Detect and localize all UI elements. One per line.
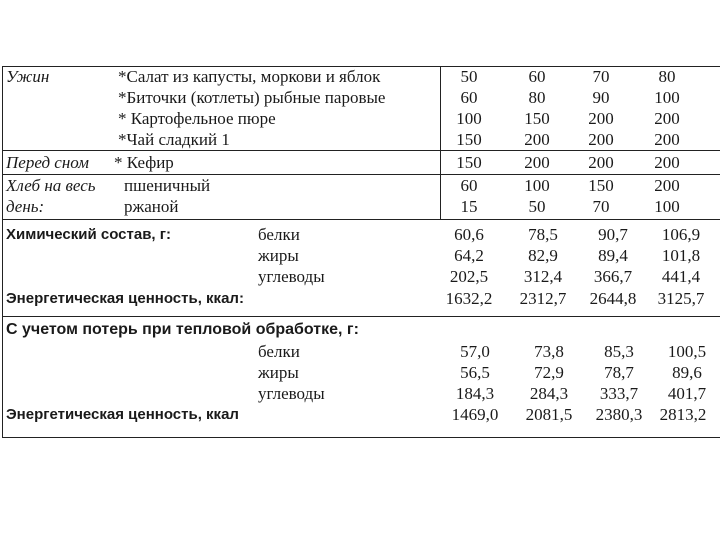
- menu-item-value: 60: [460, 176, 478, 195]
- before-sleep-label: Перед сном: [6, 153, 89, 172]
- energy-label: Энергетическая ценность, ккал: [6, 406, 239, 423]
- nutrient-value: 100,5: [667, 342, 707, 361]
- nutrient-value: 401,7: [667, 384, 707, 403]
- menu-item-value: 100: [456, 109, 482, 128]
- menu-item-value: 100: [524, 176, 550, 195]
- nutrient-value: 64,2: [454, 246, 484, 265]
- energy-value: 2813,2: [659, 405, 707, 424]
- menu-item-name: * Картофельное пюре: [118, 109, 276, 128]
- menu-item-value: 70: [592, 197, 610, 216]
- menu-item-value: 150: [588, 176, 614, 195]
- nutrient-value: 184,3: [455, 384, 495, 403]
- row-divider: [2, 150, 720, 151]
- menu-item-value: 70: [592, 67, 610, 86]
- nutrient-name: белки: [258, 342, 300, 361]
- energy-value: 2312,7: [519, 289, 567, 308]
- energy-value: 2380,3: [595, 405, 643, 424]
- menu-item-name: *Чай сладкий 1: [118, 130, 230, 149]
- menu-item-name: пшеничный: [124, 176, 211, 195]
- nutrient-value: 85,3: [604, 342, 634, 361]
- nutrient-value: 333,7: [599, 384, 639, 403]
- chemical-title: Химический состав, г:: [6, 226, 171, 243]
- nutrient-value: 60,6: [454, 225, 484, 244]
- nutrient-name: белки: [258, 225, 300, 244]
- dinner-label: Ужин: [6, 67, 50, 86]
- energy-value: 1632,2: [445, 289, 493, 308]
- menu-item-value: 80: [528, 88, 546, 107]
- menu-item-value: 60: [460, 88, 478, 107]
- nutrient-value: 366,7: [593, 267, 633, 286]
- menu-item-value: 150: [456, 130, 482, 149]
- after-loss-title: С учетом потерь при тепловой обработке, г:: [6, 321, 359, 338]
- menu-item-value: 100: [654, 197, 680, 216]
- nutrient-value: 78,5: [528, 225, 558, 244]
- menu-item-value: 90: [592, 88, 610, 107]
- energy-value: 3125,7: [657, 289, 705, 308]
- menu-item-value: 150: [524, 109, 550, 128]
- bread-label: день:: [6, 197, 45, 216]
- menu-item-value: 200: [654, 153, 680, 172]
- row-divider: [2, 219, 720, 220]
- energy-label: Энергетическая ценность, ккал:: [6, 290, 244, 307]
- menu-item-value: 200: [588, 130, 614, 149]
- menu-item-value: 200: [524, 130, 550, 149]
- row-divider: [2, 174, 720, 175]
- menu-item-value: 200: [654, 176, 680, 195]
- nutrient-value: 106,9: [661, 225, 701, 244]
- menu-item-value: 50: [528, 197, 546, 216]
- menu-item-name: *Салат из капусты, моркови и яблок: [118, 67, 381, 86]
- energy-value: 1469,0: [451, 405, 499, 424]
- energy-value: 2644,8: [589, 289, 637, 308]
- table-bottom-border: [2, 437, 720, 438]
- menu-item-value: 50: [460, 67, 478, 86]
- nutrient-value: 72,9: [534, 363, 564, 382]
- menu-item-name: ржаной: [124, 197, 179, 216]
- nutrient-value: 312,4: [523, 267, 563, 286]
- nutrient-value: 202,5: [449, 267, 489, 286]
- nutrient-value: 284,3: [529, 384, 569, 403]
- nutrient-value: 101,8: [661, 246, 701, 265]
- bread-label: Хлеб на весь: [6, 176, 96, 195]
- menu-item-value: 200: [654, 109, 680, 128]
- nutrient-value: 89,4: [598, 246, 628, 265]
- nutrient-value: 90,7: [598, 225, 628, 244]
- menu-item-name: *Биточки (котлеты) рыбные паровые: [118, 88, 386, 107]
- nutrient-value: 78,7: [604, 363, 634, 382]
- menu-item-value: 200: [588, 153, 614, 172]
- menu-item-value: 150: [456, 153, 482, 172]
- menu-item-value: 200: [524, 153, 550, 172]
- nutrient-value: 56,5: [460, 363, 490, 382]
- nutrient-name: углеводы: [258, 384, 325, 403]
- nutrient-value: 441,4: [661, 267, 701, 286]
- menu-item-name: * Кефир: [114, 153, 174, 172]
- table-left-border: [2, 66, 3, 437]
- menu-item-value: 200: [588, 109, 614, 128]
- row-divider: [2, 316, 720, 317]
- nutrient-name: углеводы: [258, 267, 325, 286]
- energy-value: 2081,5: [525, 405, 573, 424]
- menu-item-value: 80: [658, 67, 676, 86]
- menu-item-value: 15: [460, 197, 478, 216]
- menu-item-value: 100: [654, 88, 680, 107]
- nutrient-name: жиры: [258, 246, 299, 265]
- nutrient-value: 82,9: [528, 246, 558, 265]
- menu-item-value: 60: [528, 67, 546, 86]
- nutrient-value: 73,8: [534, 342, 564, 361]
- nutrient-value: 57,0: [460, 342, 490, 361]
- nutrient-value: 89,6: [672, 363, 702, 382]
- nutrient-name: жиры: [258, 363, 299, 382]
- menu-item-value: 200: [654, 130, 680, 149]
